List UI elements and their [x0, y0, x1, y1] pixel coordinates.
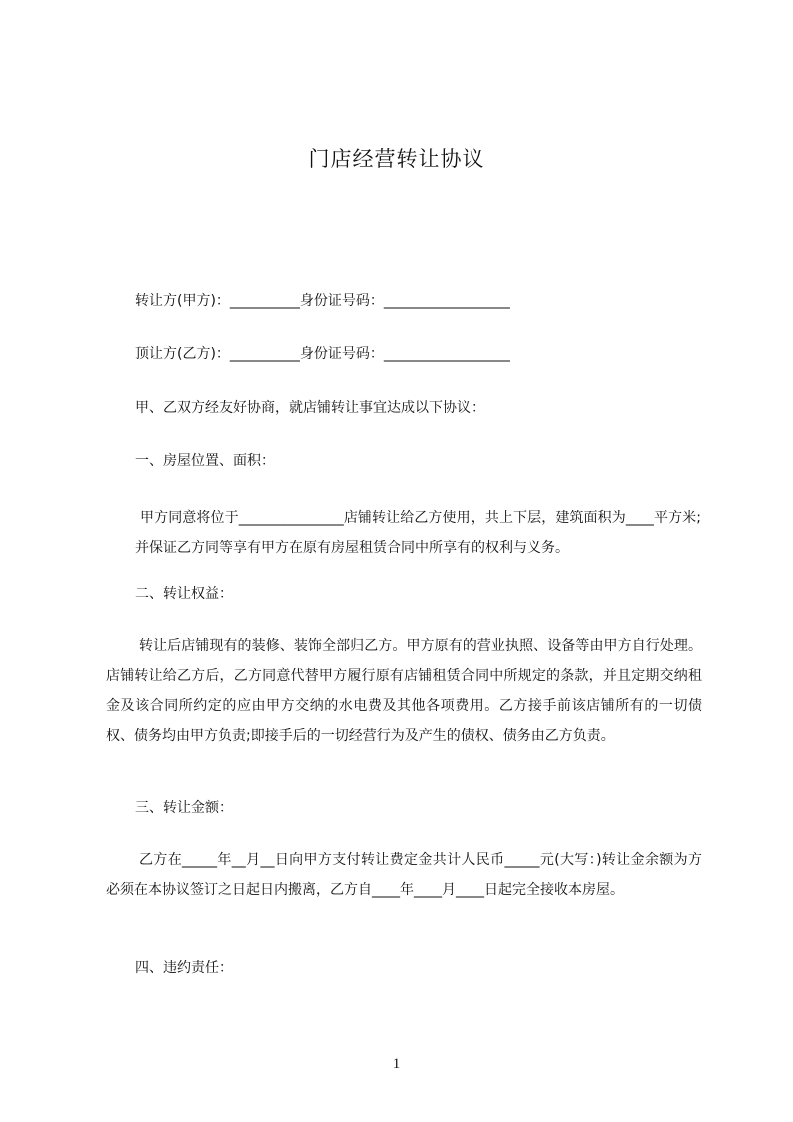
section1-body: 甲方同意将位于_______________店铺转让给乙方使用，共上下层，建筑面积为____平方米;并保证乙方同等享有甲方在原有房屋租赁合同中所享有的权利与义务。 — [135, 510, 701, 556]
document-title: 门店经营转让协议 — [308, 147, 485, 171]
section2-body: 转让后店铺现有的装修、装饰全部归乙方。甲方原有的营业执照、设备等由甲方自行处理。店铺转让给乙方后，乙方同意代替甲方履行原有店铺租赁合同中所规定的条款，并且定期交纳租金及该合同所约定的应由甲方交纳的水电费及其他各项费用。乙方接手前该店铺所有的一切债权、债务均由甲方负责;即接手后的一切经营行为及产生的债权、债务由乙方负责。 — [106, 638, 702, 744]
page-number: 1 — [392, 1056, 401, 1072]
intro-text: 甲、乙双方经友好协商，就店铺转让事宜达成以下协议： — [135, 400, 485, 416]
section2-heading: 二、转让权益： — [135, 586, 233, 602]
section3-heading: 三、转让金额： — [135, 800, 233, 816]
transferee-line: 顶让方(乙方)：__________身份证号码：__________________ — [135, 346, 510, 362]
section1-heading: 一、房屋位置、面积： — [135, 453, 275, 469]
section4-heading: 四、违约责任： — [135, 960, 233, 976]
section3-body: 乙方在_____年__月__日向甲方支付转让费定金共计人民币_____元(大写：)转让金余额为方必须在本协议签订之日起日内搬离，乙方自____年____月____日起完全接收本房屋。 — [106, 852, 702, 898]
transferor-line: 转让方(甲方)：__________身份证号码：__________________ — [135, 293, 510, 309]
